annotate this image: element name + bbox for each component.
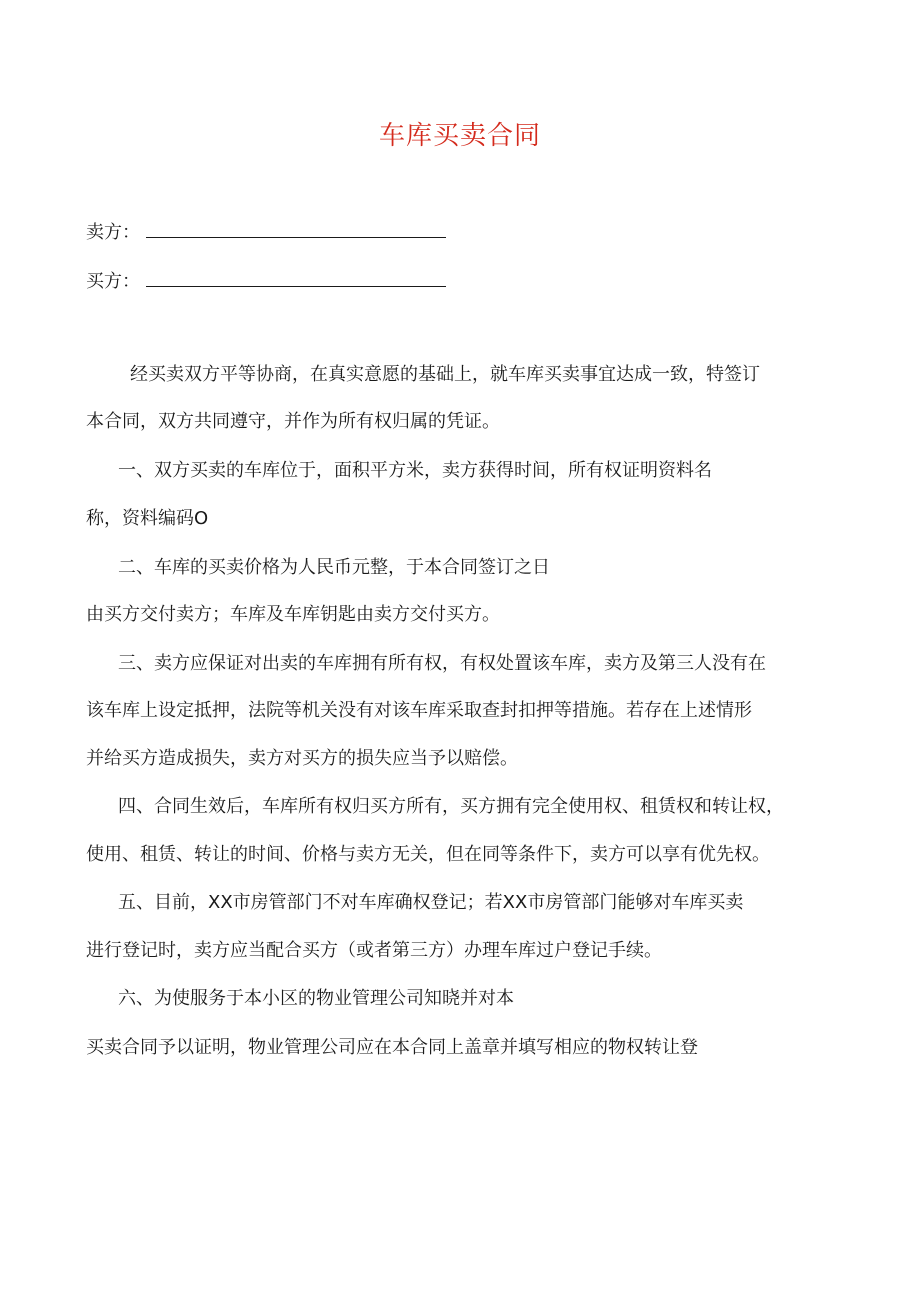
- buyer-label: 买方：: [86, 271, 140, 292]
- seller-label: 卖方：: [86, 222, 140, 243]
- paragraph-line: 进行登记时，卖方应当配合买方（或者第三方）办理车库过户登记手续。: [86, 940, 662, 961]
- seller-blank: [146, 219, 446, 238]
- paragraph-line: 使用、租赁、转让的时间、价格与卖方无关，但在同等条件下，卖方可以享有优先权。: [86, 844, 770, 865]
- document-title: 车库买卖合同: [378, 121, 541, 151]
- paragraph-line: 五、目前，XX市房管部门不对车库确权登记；若XX市房管部门能够对车库买卖: [118, 892, 744, 913]
- paragraph-line: 一、双方买卖的车库位于，面积平方米，卖方获得时间，所有权证明资料名: [118, 460, 712, 481]
- buyer-blank: [146, 268, 446, 287]
- seller-field: [86, 219, 446, 247]
- paragraph-line: 经买卖双方平等协商，在真实意愿的基础上，就车库买卖事宜达成一致，特签订: [130, 364, 760, 385]
- paragraph-line: 本合同，双方共同遵守，并作为所有权归属的凭证。: [86, 411, 500, 432]
- buyer-field: [86, 268, 446, 296]
- paragraph-line: 由买方交付卖方；车库及车库钥匙由卖方交付买方。: [86, 604, 500, 625]
- paragraph-line: 买卖合同予以证明，物业管理公司应在本合同上盖章并填写相应的物权转让登: [86, 1037, 698, 1058]
- paragraph-line: 二、车库的买卖价格为人民币元整，于本合同签订之日: [118, 557, 550, 578]
- paragraph-line: 该车库上设定抵押，法院等机关没有对该车库采取查封扣押等措施。若存在上述情形: [86, 700, 752, 721]
- paragraph-line: 三、卖方应保证对出卖的车库拥有所有权，有权处置该车库，卖方及第三人没有在: [118, 653, 766, 674]
- paragraph-line: 四、合同生效后，车库所有权归买方所有，买方拥有完全使用权、租赁权和转让权，: [118, 796, 784, 817]
- paragraph-line: 六、为使服务于本小区的物业管理公司知晓并对本: [118, 988, 514, 1009]
- paragraph-line: 并给买方造成损失，卖方对买方的损失应当予以赔偿。: [86, 748, 518, 769]
- paragraph-line: 称，资料编码O: [86, 508, 209, 529]
